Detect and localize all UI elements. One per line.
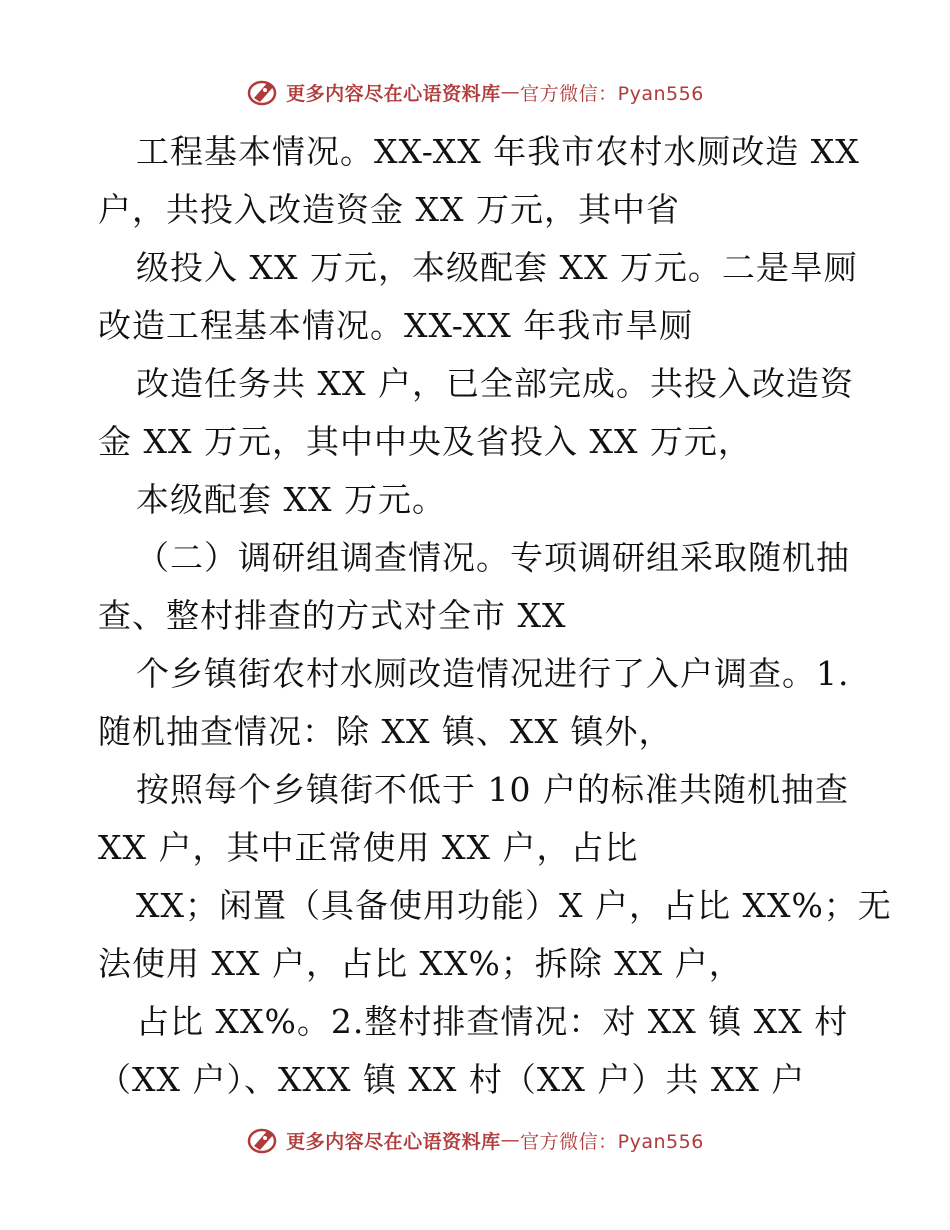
- pen-nib-logo-icon: [246, 76, 282, 108]
- watermark-main-text: 更多内容尽在心语资料库: [286, 82, 501, 105]
- text-line: 查、整村排查的方式对全市 XX: [98, 596, 567, 635]
- text-line: XX；闲置（具备使用功能）X 户，占比 XX%；无: [136, 886, 892, 925]
- document-body: [98, 126, 892, 1112]
- text-line: （XX 户）、XXX 镇 XX 村（XX 户）共 XX 户: [98, 1060, 806, 1099]
- text-line: 金 XX 万元，其中中央及省投入 XX 万元，: [98, 422, 752, 461]
- text-line: 随机抽查情况：除 XX 镇、XX 镇外，: [98, 712, 673, 751]
- header-watermark: [0, 76, 950, 108]
- text-line: XX 户，其中正常使用 XX 户，占比: [98, 828, 639, 867]
- text-line: 按照每个乡镇街不低于 10 户的标准共随机抽查: [136, 770, 849, 809]
- pen-nib-logo-icon: [246, 1124, 282, 1156]
- watermark-sub-text: 官方微信：Pyan556: [520, 82, 704, 105]
- footer-watermark: [0, 1124, 950, 1156]
- text-line: 占比 XX%。2.整村排查情况：对 XX 镇 XX 村: [136, 1002, 849, 1041]
- text-line: （二）调研组调查情况。专项调研组采取随机抽: [136, 538, 850, 577]
- text-line: 改造任务共 XX 户，已全部完成。共投入改造资: [136, 364, 854, 403]
- watermark-sub-text: 官方微信：Pyan556: [520, 1130, 704, 1153]
- text-line: 个乡镇街农村水厕改造情况进行了入户调查。1.: [136, 654, 850, 693]
- text-line: 级投入 XX 万元，本级配套 XX 万元。二是旱厕: [136, 248, 858, 287]
- watermark-separator: —: [500, 1129, 521, 1151]
- text-line: 改造工程基本情况。XX-XX 年我市旱厕: [98, 306, 694, 345]
- text-line: 工程基本情况。XX-XX 年我市农村水厕改造 XX: [136, 132, 860, 171]
- text-line: 本级配套 XX 万元。: [136, 480, 446, 519]
- watermark-main-text: 更多内容尽在心语资料库: [286, 1130, 501, 1153]
- text-line: 法使用 XX 户，占比 XX%；拆除 XX 户，: [98, 944, 743, 983]
- text-line: 户，共投入改造资金 XX 万元，其中省: [98, 190, 680, 229]
- watermark-separator: —: [500, 81, 521, 103]
